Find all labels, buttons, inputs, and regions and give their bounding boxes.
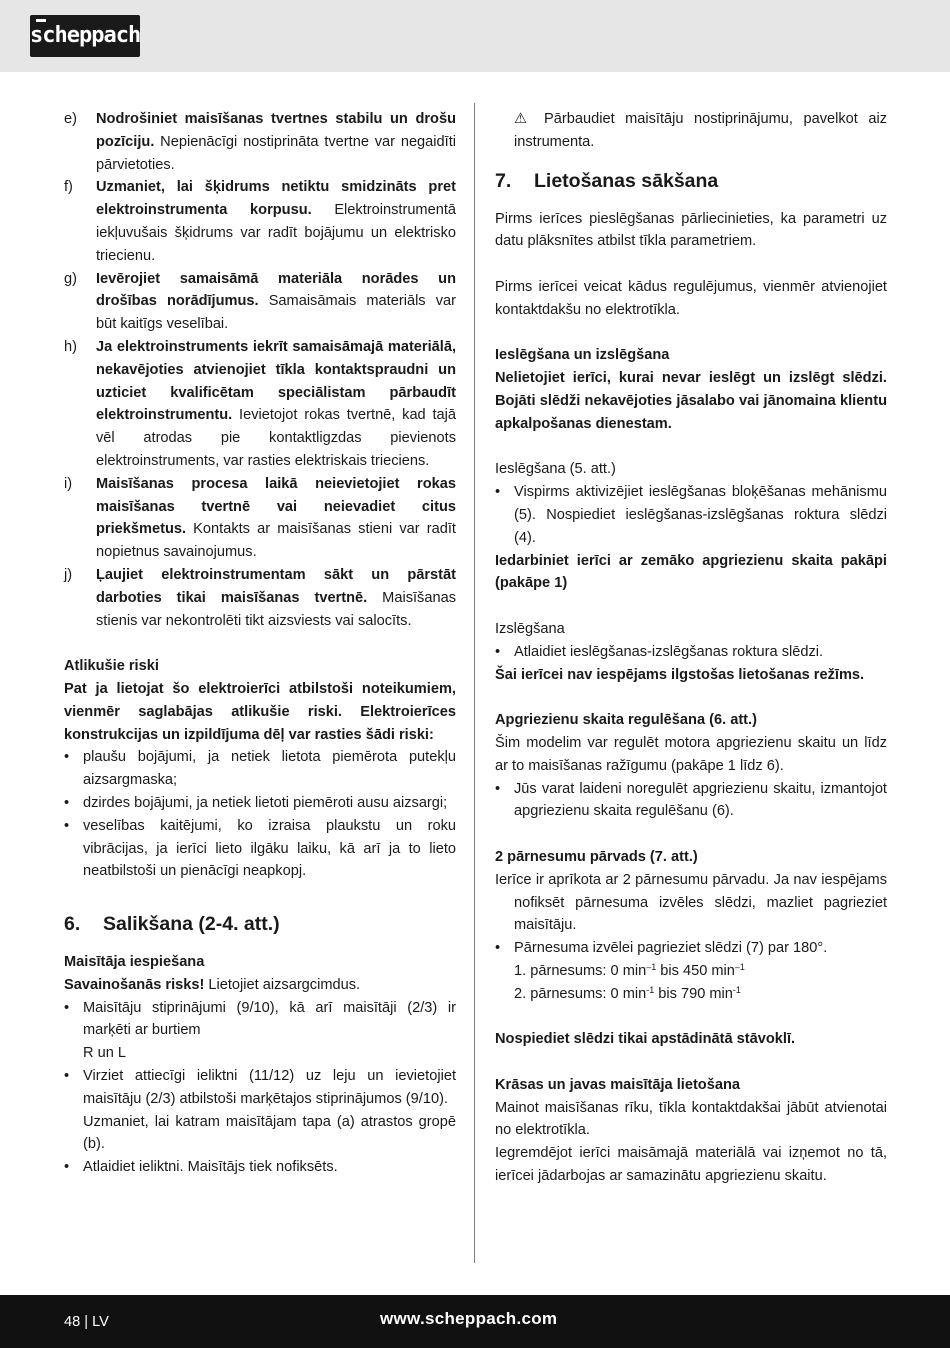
switch-on-label: Ieslēgšana (5. att.) <box>495 461 616 478</box>
mount-warning <box>64 974 456 997</box>
list-item <box>495 481 887 549</box>
item-label: e) <box>64 111 77 127</box>
spacer <box>495 686 887 709</box>
paint-text-1: Mainot maisīšanas rīku, tīkla kontaktdakšai jābūt atvienotai no elektrotīkla. <box>495 1099 887 1139</box>
onoff-heading: Ieslēgšana un izslēgšana <box>495 347 670 364</box>
list-item-continuation: R un L <box>83 1045 126 1062</box>
list-item-text: Pārnesuma izvēlei pagrieziet slēdzi (7) par 180°. <box>514 940 828 957</box>
speed-heading: Apgriezienu skaita regulēšana (6. att.) <box>495 712 757 729</box>
spacer <box>64 937 456 951</box>
spacer <box>495 436 887 459</box>
list-item-text: Jūs varat laideni noregulēt apgriezienu skaitu, izmantojot apgriezienu skaita regulēšanu (6). <box>514 780 887 820</box>
paragraph: Pirms ierīces pieslēgšanas pārliecinieties, ka parametri uz datu plāksnītes atbilst tīkla parametriem. <box>495 210 887 250</box>
spacer <box>495 595 887 618</box>
item-label: h) <box>64 338 77 355</box>
switch-off-note: Šai ierīcei nav iespējams ilgstošas lietošanas režīms. <box>495 666 865 683</box>
item-text: Nepienācīgi nostiprināta tvertne var negaidīti pārvietoties. <box>96 133 456 173</box>
paint-text-2: Iegremdējot ierīci maisāmajā materiālā vai izņemot no tā, ierīcei jādarbojas ar samazinātu apgriezienu skaitu. <box>495 1145 887 1185</box>
left-column <box>64 108 456 1179</box>
spacer <box>495 253 887 276</box>
spacer <box>495 194 887 208</box>
item-bold: Nodrošiniet maisīšanas tvertnes stabilu un drošu pozīciju. <box>96 111 456 150</box>
safety-item-j <box>64 564 456 632</box>
switch-off-label: Izslēgšana <box>495 620 565 637</box>
right-column <box>495 108 887 1188</box>
mount-warning-bold: Savainošanās risks! <box>64 976 205 993</box>
scheppach-logo <box>30 15 140 57</box>
bullet-icon: • <box>495 780 501 797</box>
gear-2-exp: -1 <box>646 984 655 995</box>
item-text: Maisīšanas stienis var nekontrolēti tikt aizsviests vai salocīts. <box>96 589 456 629</box>
item-text: Ievietojot rokas tvertnē, kad tajā vēl atrodas pie kontaktligzdas pievienots elektroinstruments, var rasties elektriskais trieciens. <box>96 407 456 469</box>
gear-2-text: 2. pārnesums: 0 min <box>514 985 647 1002</box>
list-item-continuation: Uzmaniet, lai katram maisītājam tapa (a) atrastos gropē (b). <box>83 1113 456 1153</box>
gear-text: Ierīce ir aprīkota ar 2 pārnesumu pārvadu. Ja nav iespējams nofiksēt pārnesuma izvēles slēdzi, mazliet pagrieziet maisītāju. <box>495 871 887 934</box>
bullet-icon: • <box>64 749 70 766</box>
gear-1-text-b: bis 450 min <box>656 962 735 979</box>
gear-1-text: 1. pārnesums: 0 min <box>514 962 647 979</box>
list-item-text: plaušu bojājumi, ja netiek lietota piemērota putekļu aizsargmaska; <box>83 749 456 789</box>
warning-triangle-icon: ⚠ <box>514 111 545 127</box>
item-label: g) <box>64 270 77 287</box>
list-item <box>64 997 456 1065</box>
gear-2-line <box>495 983 887 1006</box>
bullet-icon: • <box>64 817 70 834</box>
speed-text: Šim modelim var regulēt motora apgriezienu skaitu un līdz ar to maisīšanas ražīgumu (pakāpe 1 līdz 6). <box>495 734 887 774</box>
check-note <box>495 108 887 154</box>
page-number: 48 | LV <box>64 1314 109 1330</box>
spacer <box>495 322 887 345</box>
mount-warning-text: Lietojiet aizsargcimdus. <box>204 976 361 993</box>
gear-1-exp: –1 <box>646 961 657 972</box>
item-text: Kontakts ar maisīšanas stieni var radīt nopietnus savainojumus. <box>96 521 456 561</box>
item-bold: Uzmaniet, lai šķidrums netiktu smidzināts pret elektroinstrumenta korpusu. <box>96 179 456 219</box>
section-title: Salikšana (2-4. att.) <box>103 913 280 936</box>
spacer <box>64 883 456 897</box>
bullet-icon: • <box>64 1159 70 1176</box>
list-item <box>64 815 456 883</box>
stop-note: Nospiediet slēdzi tikai apstādinātā stāvoklī. <box>495 1031 796 1048</box>
spacer <box>495 154 887 168</box>
gear-2-exp-b: -1 <box>732 984 741 995</box>
spacer <box>495 1051 887 1074</box>
bullet-icon: • <box>64 794 70 811</box>
safety-item-g <box>64 268 456 336</box>
gear-2-text-b: bis 790 min <box>654 985 733 1002</box>
list-item-text: dzirdes bojājumi, ja netiek lietoti piemēroti ausu aizsargi; <box>83 794 448 811</box>
check-note-text: Pārbaudiet maisītāju nostiprinājumu, pavelkot aiz instrumenta. <box>514 111 887 150</box>
list-item-text: Maisītāju stiprinājumi (9/10), kā arī maisītāji (2/3) ir marķēti ar burtiem <box>83 999 456 1039</box>
header-band <box>0 0 950 72</box>
list-item <box>495 937 887 960</box>
spacer <box>64 632 456 655</box>
safety-item-i <box>64 473 456 564</box>
list-item-text: Virziet attiecīgi ieliktni (11/12) uz leju un ievietojiet maisītāju (2/3) atbilstoši marķētajos stiprinājumos (9/10). <box>83 1068 456 1107</box>
list-item-text: veselības kaitējumi, ko izraisa plaukstu un roku vibrācijas, ja ierīci lieto ilgāku laiku, kā arī ja to lieto neatbilstoši un pienācīgi neapkopj. <box>83 817 456 880</box>
column-divider <box>474 103 475 1263</box>
list-item <box>64 792 456 815</box>
logo-accent-icon <box>36 19 46 22</box>
item-bold: Ievērojiet samaisāmā materiāla norādes un drošības norādījumus. <box>96 270 456 310</box>
mount-heading: Maisītāja iespiešana <box>64 954 205 971</box>
residual-risks-heading: Atlikušie riski <box>64 658 159 675</box>
spacer <box>495 1005 887 1028</box>
gear-heading: 2 pārnesumu pārvads (7. att.) <box>495 848 698 865</box>
section-7-heading <box>495 168 887 194</box>
gear-1-exp-b: –1 <box>734 961 745 972</box>
bullet-icon: • <box>64 1068 70 1085</box>
safety-item-h <box>64 336 456 473</box>
item-label: f) <box>64 179 73 196</box>
item-label: j) <box>64 566 73 583</box>
paragraph: Pirms ierīcei veicat kādus regulējumus, vienmēr atvienojiet kontaktdakšu no elektrotīkla. <box>495 278 887 318</box>
website-link[interactable]: www.scheppach.com <box>380 1309 558 1328</box>
section-number: 7. <box>495 169 512 192</box>
list-item <box>495 778 887 824</box>
residual-risks-intro: Pat ja lietojat šo elektroierīci atbilstoši noteikumiem, vienmēr saglabājas atlikušie riski. Elektroierīces konstrukcijas un izpildījuma dēļ var rasties šādi riski: <box>64 680 456 743</box>
item-label: i) <box>64 475 73 492</box>
bullet-icon: • <box>495 484 501 501</box>
list-item <box>64 1156 456 1179</box>
logo-text: scheppach <box>30 23 141 48</box>
bullet-icon: • <box>495 643 501 660</box>
spacer <box>495 823 887 846</box>
list-item <box>64 746 456 792</box>
safety-item-f <box>64 176 456 267</box>
item-bold: Maisīšanas procesa laikā neievietojiet rokas maisīšanas tvertnē vai neievadiet citus priekšmetus. <box>96 475 456 538</box>
item-bold: Ja elektroinstruments iekrīt samaisāmajā materiālā, nekavējoties atvienojiet tīkla kontaktspraudni un uzticiet kvalificētam speciālistam pārbaudīt elektroinstrumentu. <box>96 338 456 424</box>
onoff-warning: Nelietojiet ierīci, kurai nevar ieslēgt un izslēgt slēdzi. Bojāti slēdži nekavējoties jāsalabo vai jānomaina klientu apkalpošanas dienestam. <box>495 370 887 432</box>
list-item-text: Atlaidiet ieslēgšanas-izslēgšanas roktura slēdzi. <box>514 643 824 660</box>
section-title: Lietošanas sākšana <box>534 169 719 192</box>
gear-1-line <box>495 960 887 983</box>
safety-item-e <box>64 108 456 176</box>
switch-on-note: Iedarbiniet ierīci ar zemāko apgriezienu skaita pakāpi (pakāpe 1) <box>495 552 887 592</box>
list-item-text: Atlaidiet ieliktni. Maisītājs tiek nofiksēts. <box>83 1159 338 1176</box>
section-number: 6. <box>64 913 81 936</box>
item-text: Elektroinstrumentā iekļuvušais šķidrums var radīt bojājumu un elektrisko triecienu. <box>96 202 456 264</box>
spacer <box>64 897 456 911</box>
list-item <box>495 641 887 664</box>
list-item <box>64 1065 456 1156</box>
footer-band <box>0 1295 950 1348</box>
list-item-text: Vispirms aktivizējiet ieslēgšanas bloķēšanas mehānismu (5). Nospiediet ieslēgšanas-izslēgšanas roktura slēdzi (4). <box>514 484 887 546</box>
bullet-icon: • <box>495 940 501 957</box>
section-6-heading <box>64 911 456 937</box>
paint-heading: Krāsas un javas maisītāja lietošana <box>495 1076 740 1093</box>
item-bold: Ļaujiet elektroinstrumentam sākt un pārstāt darboties tikai maisīšanas tvertnē. <box>96 566 456 606</box>
item-text: Samaisāmais materiāls var būt kaitīgs veselībai. <box>96 293 456 333</box>
bullet-icon: • <box>64 999 70 1016</box>
